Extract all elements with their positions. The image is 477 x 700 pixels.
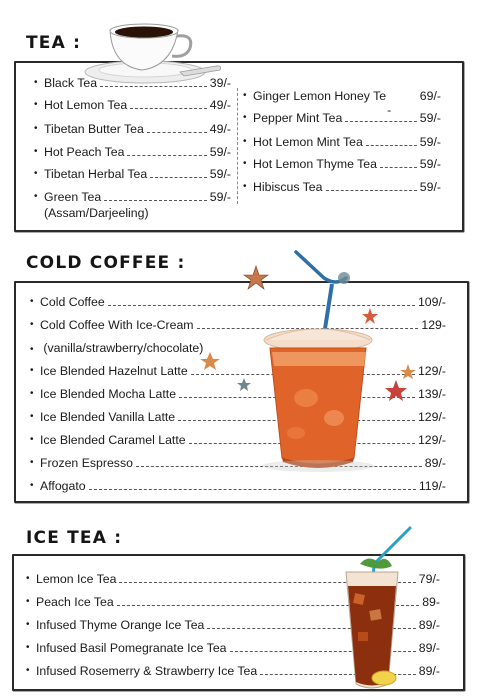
menu-item: • Ice Blended Caramel Latte 129/- [30,433,446,447]
leader-line [130,108,207,109]
item-name: Hot Lemon Thyme Tea [253,157,377,171]
menu-item: • Affogato 119/- [30,479,446,493]
item-name: Hot Lemon Mint Tea [253,135,363,149]
item-price: 89/- [418,664,440,678]
leader-line [89,489,416,490]
item-name: Cold Coffee With Ice-Cream [40,318,194,332]
cold-coffee-heading: COLD COFFEE : [26,253,186,273]
item-price: 69/- [419,89,441,103]
star-icon [244,266,268,289]
item-name: Infused Basil Pomegranate Ice Tea [36,641,227,655]
leader-line [104,200,207,201]
star-icon [200,352,220,370]
item-name: Black Tea [44,76,98,90]
item-name: Ice Blended Caramel Latte [40,433,186,447]
leader-line [366,145,417,146]
item-name: Cold Coffee [40,295,105,309]
star-icon [237,378,251,391]
item-name: Tibetan Butter Tea [44,122,144,136]
leader-line [147,132,207,133]
star-icon [385,380,407,401]
menu-item: • Infused Rosemerry & Strawberry Ice Tea 89/- [26,664,440,678]
menu-item: • Infused Thyme Orange Ice Tea 89/- [26,618,440,632]
item-price: 59/- [419,180,441,194]
menu-item: • Black Tea 39/- [34,76,231,90]
item-name: Peach Ice Tea [36,595,114,609]
item-price: 129/- [417,364,446,378]
item-name: Hot Peach Tea [44,145,125,159]
item-price: 89/- [424,456,446,470]
item-price: 119/- [418,479,446,493]
item-price: 89/- [418,618,440,632]
item-price: 139/- [417,387,446,401]
menu-item: • Hot Lemon Mint Tea 59/- [243,135,441,149]
menu-item: • Cold Coffee With Ice-Cream 129- [30,318,446,332]
item-price: 59/- [419,111,441,125]
tea-heading: TEA : [26,33,82,53]
leader-line [345,121,416,122]
item-price: 109/- [417,295,446,309]
ice-tea-heading: ICE TEA : [26,528,123,548]
item-name: Infused Rosemerry & Strawberry Ice Tea [36,664,258,678]
menu-item: • Tibetan Herbal Tea 59/- [34,167,231,181]
item-price: 59/- [419,135,441,149]
item-name: Hibiscus Tea [253,180,323,194]
item-name: Ice Blended Vanilla Latte [40,410,176,424]
tea-right-column [243,89,441,199]
item-name: Infused Thyme Orange Ice Tea [36,618,205,632]
item-name: Ice Blended Hazelnut Latte [40,364,188,378]
menu-item: • Ice Blended Vanilla Latte 129/- [30,410,446,424]
item-price: 59/- [209,190,231,204]
leader-line [326,190,417,191]
menu-item: • Tibetan Butter Tea 49/- [34,122,231,136]
item-name: Ice Blended Mocha Latte [40,387,177,401]
item-price: 129/- [417,410,446,424]
item-name: Lemon Ice Tea [36,572,117,586]
item-name: Ginger Lemon Honey Te [253,89,387,103]
menu-item: • Frozen Espresso 89/- [30,456,446,470]
menu-item: • Pepper Mint Tea 59/- [243,111,441,125]
item-price: 89- [422,595,440,609]
item-price: 59/- [209,167,231,181]
item-name: (vanilla/strawberry/chocolate) [43,341,204,355]
item-name: Tibetan Herbal Tea [44,167,148,181]
menu-item: • Lemon Ice Tea 79/- [26,572,440,586]
item-price: 59/- [209,145,231,159]
item-price: 39/- [209,76,231,90]
star-icon [362,308,378,324]
leader-line [380,167,417,168]
item-name: Green Tea [44,190,102,204]
menu-item: • Ginger Lemon Honey Te - 69/- [243,89,441,117]
menu-item: • Ice Blended Hazelnut Latte 129/- [30,364,446,378]
leader-line [127,155,206,156]
tea-column-divider [237,88,238,204]
item-name: Frozen Espresso [40,456,133,470]
item-price: 129/- [417,433,446,447]
iced-coffee-cup-icon [196,248,424,478]
item-name: Affogato [40,479,86,493]
menu-item: • Hot Lemon Thyme Tea 59/- [243,157,441,171]
item-price: 49/- [209,98,231,112]
menu-item: • Hot Peach Tea 59/- [34,145,231,159]
star-icon [400,364,416,379]
menu-item: • Cold Coffee 109/- [30,295,446,309]
item-price: 49/- [209,122,231,136]
item-price: 79/- [418,572,440,586]
menu-item: • Green Tea 59/- [34,190,231,204]
menu-item: • Ice Blended Mocha Latte 139/- [30,387,446,401]
menu-item: • Hot Lemon Tea 49/- [34,98,231,112]
menu-item-note: • (vanilla/strawberry/chocolate) [30,341,204,355]
item-name: Hot Lemon Tea [44,98,128,112]
leader-line [100,86,207,87]
item-price: 59/- [419,157,441,171]
iced-tea-glass-icon [334,524,414,694]
item-name: Pepper Mint Tea [253,111,343,125]
item-price: 89/- [418,641,440,655]
item-note: (Assam/Darjeeling) [44,206,149,220]
menu-item: • Infused Basil Pomegranate Ice Tea 89/- [26,641,440,655]
tea-left-column [34,76,231,224]
item-price: 129- [421,318,446,332]
leader-line [150,177,207,178]
menu-item: • Peach Ice Tea 89- [26,595,440,609]
menu-item: • Hibiscus Tea 59/- [243,180,441,194]
